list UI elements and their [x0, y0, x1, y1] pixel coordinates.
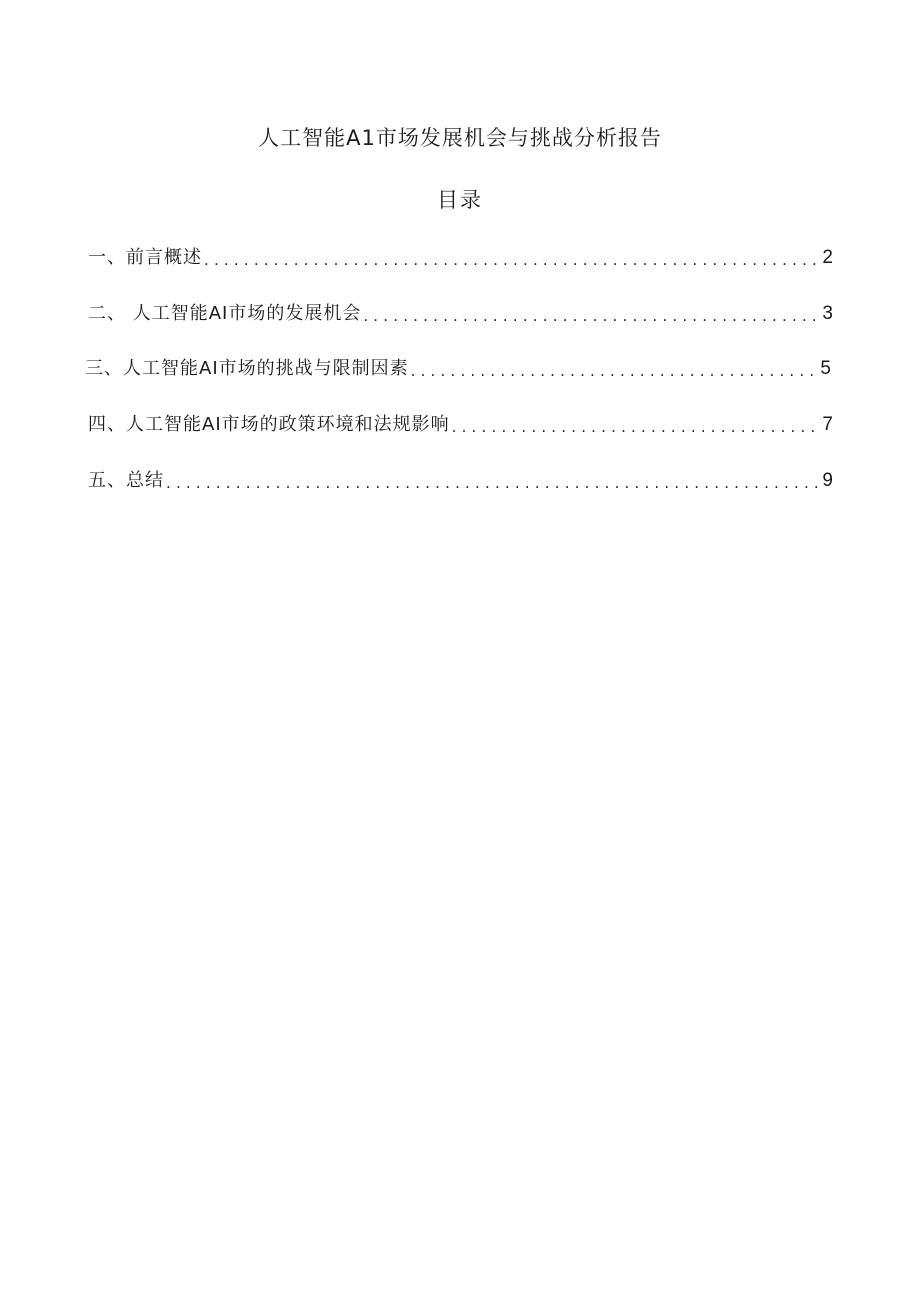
toc-entry[interactable]: [85, 356, 831, 382]
toc-entry-page: 2: [822, 247, 833, 268]
toc-leader-dots: [411, 360, 817, 382]
toc-leader-dots: [452, 416, 819, 438]
toc-leader-dots: [204, 249, 818, 271]
toc-entry-label: 一、前言概述: [88, 247, 202, 268]
toc-leader-dots: [166, 472, 818, 494]
toc-entry-label: 二、 人工智能AI市场的发展机会: [88, 303, 362, 324]
toc-entry-label: 三、人工智能AI市场的挑战与限制因素: [85, 358, 409, 379]
toc-entry-label: 四、人工智能AI市场的政策环境和法规影响: [88, 414, 450, 435]
toc-entry[interactable]: [88, 301, 833, 327]
document-title: 人工智能A1市场发展机会与挑战分析报告: [258, 126, 662, 150]
toc-entry[interactable]: [88, 245, 833, 271]
toc-entry-label: 五、总结: [88, 470, 164, 491]
toc-entry-page: 5: [820, 358, 831, 379]
toc-entry-page: 7: [822, 414, 833, 435]
toc-entry-page: 9: [822, 470, 833, 491]
toc-entry-page: 3: [822, 303, 833, 324]
toc-leader-dots: [363, 305, 818, 327]
toc-entry[interactable]: [88, 412, 833, 438]
toc-heading: 目录: [437, 188, 483, 212]
toc-entry[interactable]: [88, 468, 833, 494]
